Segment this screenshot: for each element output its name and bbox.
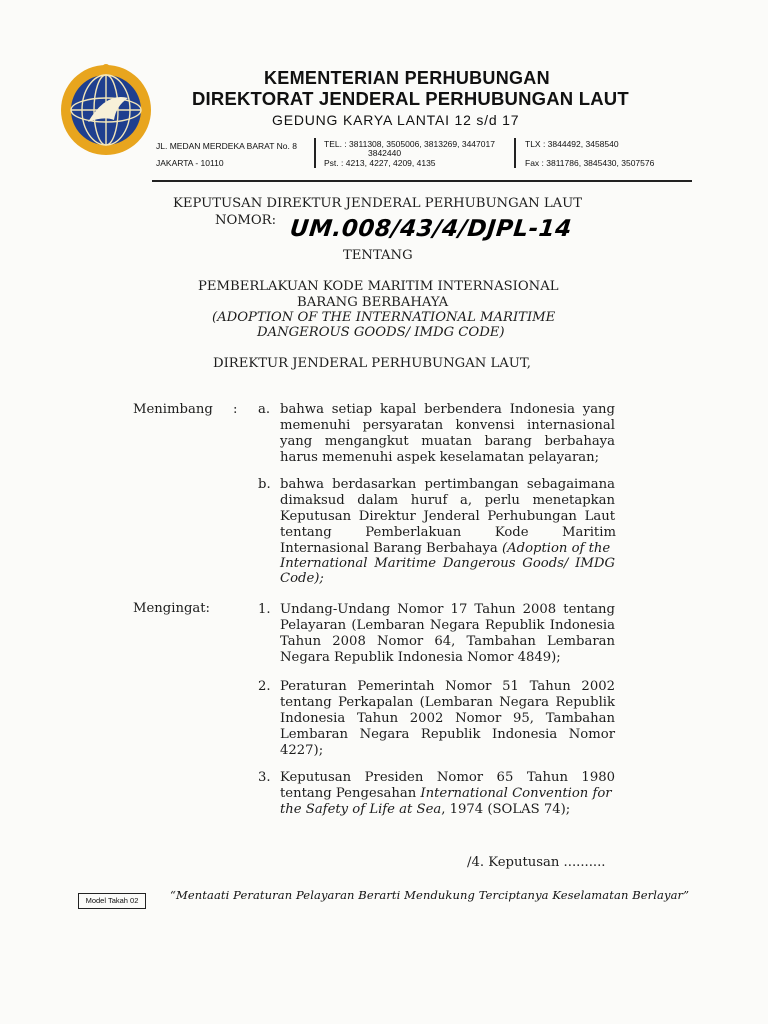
ref-3-marker: 3. xyxy=(258,770,271,785)
letterhead-rule xyxy=(152,180,692,182)
ref-2-line-5: 4227); xyxy=(280,743,324,758)
ref-2-line-1: Peraturan Pemerintah Nomor 51 Tahun 2002 xyxy=(280,679,615,694)
model-takah-box: Model Takah 02 xyxy=(78,893,146,909)
directorate-name: DIREKTORAT JENDERAL PERHUBUNGAN LAUT xyxy=(192,88,629,109)
subject-line-4: DANGEROUS GOODS/ IMDG CODE) xyxy=(257,325,505,340)
ref-3-line-3-text: , 1974 (SOLAS 74); xyxy=(441,802,571,817)
ref-3-line-3 xyxy=(280,802,570,817)
telex-numbers: TLX : 3844492, 3458540 xyxy=(525,139,619,149)
issuer: DIREKTUR JENDERAL PERHUBUNGAN LAUT, xyxy=(213,356,531,371)
menimbang-label: Menimbang xyxy=(133,402,213,417)
subject-line-1: PEMBERLAKUAN KODE MARITIM INTERNASIONAL xyxy=(198,279,559,294)
subject-line-3: (ADOPTION OF THE INTERNATIONAL MARITIME xyxy=(212,310,556,325)
item-b-line-5-italic: (Adoption of the xyxy=(501,541,611,556)
ref-3-line-1: Keputusan Presiden Nomor 65 Tahun 1980 xyxy=(280,770,615,785)
pst-numbers: Pst. : 4213, 4227, 4209, 4135 xyxy=(324,158,436,168)
item-b-line-2: dimaksud dalam huruf a, perlu menetapkan xyxy=(280,493,615,508)
address-line-1: JL. MEDAN MERDEKA BARAT No. 8 xyxy=(156,141,297,151)
item-b-line-5 xyxy=(280,541,610,556)
menimbang-colon: : xyxy=(233,402,238,417)
building-name: GEDUNG KARYA LANTAI 12 s/d 17 xyxy=(272,112,520,128)
item-a-line-3: yang mengangkut muatan barang berbahaya xyxy=(280,434,615,449)
ref-3-line-2-text: tentang Pengesahan xyxy=(280,786,421,801)
ref-3-line-2 xyxy=(280,786,612,801)
ref-2-line-4: Lembaran Negara Republik Indonesia Nomor xyxy=(280,727,615,742)
decree-title: KEPUTUSAN DIREKTUR JENDERAL PERHUBUNGAN LAUT xyxy=(173,196,583,211)
item-b-line-1: bahwa berdasarkan pertimbangan sebagaimana xyxy=(280,477,615,492)
ref-3-line-3-italic: the Safety of Life at Sea xyxy=(280,802,442,817)
mengingat-label: Mengingat: xyxy=(133,601,211,616)
decree-number-label: NOMOR: xyxy=(215,213,277,228)
ref-1-line-2: Pelayaran (Lembaran Negara Republik Indonesia xyxy=(280,618,615,633)
item-a-marker: a. xyxy=(258,402,271,417)
ref-2-line-2: tentang Perkapalan (Lembaran Negara Republik xyxy=(280,695,615,710)
item-b-marker: b. xyxy=(258,477,271,492)
item-b-line-7: Code); xyxy=(280,571,324,586)
item-a-line-2: memenuhi persyaratan konvensi internasional xyxy=(280,418,615,433)
motto: “Mentaati Peraturan Pelayaran Berarti Mendukung Terciptanya Keselamatan Berlayar” xyxy=(170,888,690,902)
telephone-numbers-extra: 3842440 xyxy=(368,148,402,158)
phone-divider xyxy=(514,138,516,168)
item-b-line-6: International Maritime Dangerous Goods/ IMDG xyxy=(280,556,615,571)
item-a-line-1: bahwa setiap kapal berbendera Indonesia yang xyxy=(280,402,615,417)
item-a-line-4: harus memenuhi aspek keselamatan pelayaran; xyxy=(280,450,600,465)
decree-number-handwritten: UM.008/43/4/DJPL-14 xyxy=(288,216,574,242)
ministry-logo xyxy=(58,62,154,158)
ref-2-line-3: Indonesia Tahun 2002 Nomor 95, Tambahan xyxy=(280,711,615,726)
item-b-line-4: tentang Pemberlakuan Kode Maritim xyxy=(280,525,616,540)
continuation-note: /4. Keputusan .......... xyxy=(467,855,606,870)
ref-2-marker: 2. xyxy=(258,679,271,694)
ref-1-line-1: Undang-Undang Nomor 17 Tahun 2008 tentang xyxy=(280,602,615,617)
address-line-2: JAKARTA - 10110 xyxy=(156,158,224,168)
ref-1-marker: 1. xyxy=(258,602,271,617)
fax-numbers: Fax : 3811786, 3845430, 3507576 xyxy=(525,158,655,168)
ref-1-line-3: Tahun 2008 Nomor 64, Tambahan Lembaran xyxy=(280,634,615,649)
ref-1-line-4: Negara Republik Indonesia Nomor 4849); xyxy=(280,650,561,665)
subject-line-2: BARANG BERBAHAYA xyxy=(297,295,449,310)
item-b-line-3: Keputusan Direktur Jenderal Perhubungan Laut xyxy=(280,509,615,524)
telephone-numbers: TEL. : 3811308, 3505006, 3813269, 3447017 xyxy=(324,139,495,149)
ref-3-line-2-italic: International Convention for xyxy=(420,786,612,801)
decree-about: TENTANG xyxy=(343,248,413,263)
address-divider xyxy=(314,138,316,168)
ministry-name: KEMENTERIAN PERHUBUNGAN xyxy=(264,68,550,88)
item-b-line-5-text: Internasional Barang Berbahaya xyxy=(280,541,502,556)
